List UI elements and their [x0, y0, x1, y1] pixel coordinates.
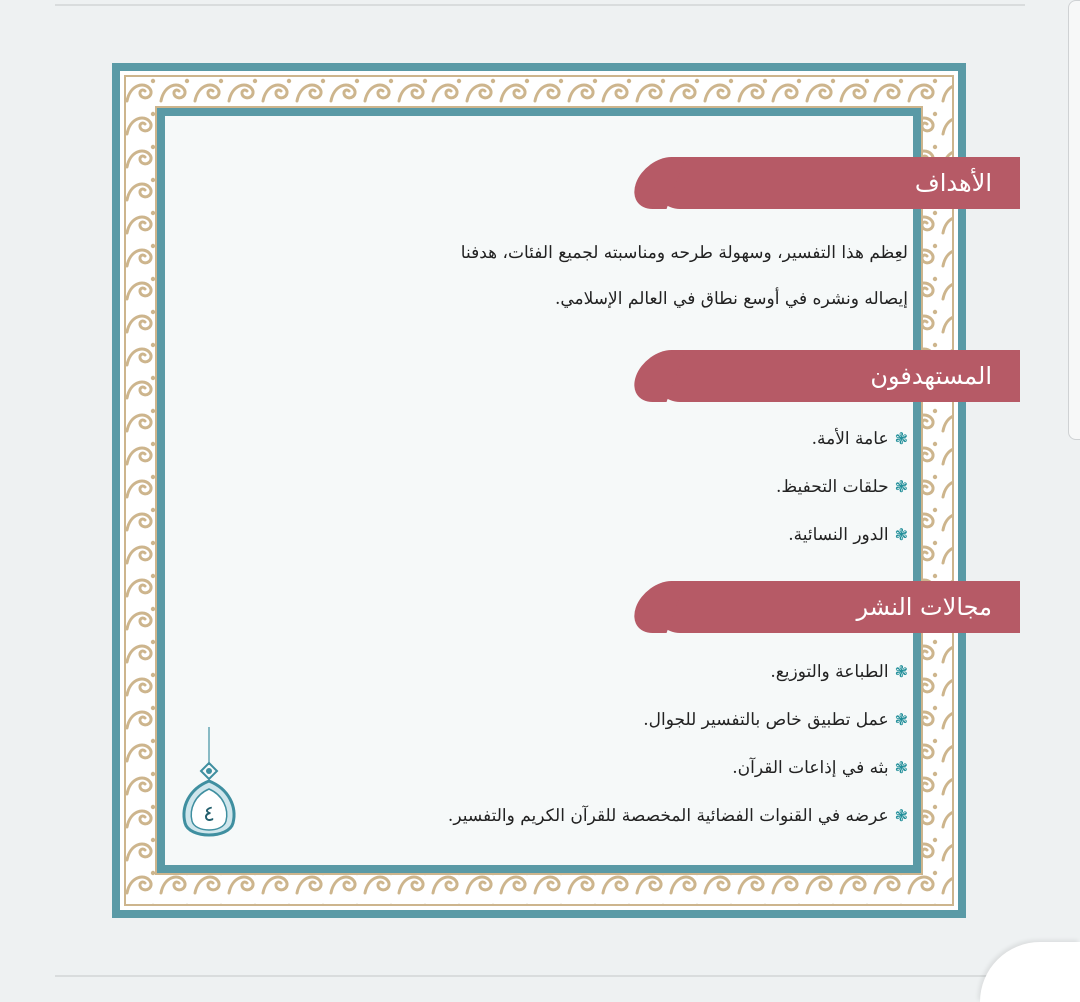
star-bullet-icon: ❃ [894, 525, 908, 544]
page-number-ornament-icon [177, 727, 241, 847]
publishing-list [288, 648, 908, 840]
page-number: ٤ [203, 802, 215, 827]
star-bullet-icon: ❃ [894, 806, 908, 825]
bottom-divider [55, 975, 1015, 977]
list-item: ❃ بثه في إذاعات القرآن. [288, 744, 908, 792]
list-item: ❃ الدور النسائية. [288, 511, 908, 559]
star-bullet-icon: ❃ [894, 758, 908, 777]
list-item: ❃ عرضه في القنوات الفضائية المخصصة للقرآن الكريم والتفسير. [288, 792, 908, 840]
section-heading-audience: المستهدفون [654, 350, 1020, 402]
star-bullet-icon: ❃ [894, 662, 908, 681]
list-item: ❃ عامة الأمة. [288, 415, 908, 463]
goals-line-2: إيصاله ونشره في أوسع نطاق في العالم الإسلامي. [554, 289, 908, 309]
side-panel-tab[interactable] [1068, 0, 1080, 440]
star-bullet-icon: ❃ [894, 710, 908, 729]
list-item: ❃ عمل تطبيق خاص بالتفسير للجوال. [288, 696, 908, 744]
goals-line-1: لعِظم هذا التفسير، وسهولة طرحه ومناسبته لجميع الفئات، هدفنا [460, 243, 908, 263]
list-item: ❃ الطباعة والتوزيع. [288, 648, 908, 696]
scroll-corner [980, 942, 1080, 1002]
audience-list [288, 415, 908, 559]
section-heading-goals: الأهداف [654, 157, 1020, 209]
star-bullet-icon: ❃ [894, 429, 908, 448]
goals-paragraph [348, 230, 908, 322]
list-item: ❃ حلقات التحفيظ. [288, 463, 908, 511]
star-bullet-icon: ❃ [894, 477, 908, 496]
section-heading-publishing: مجالات النشر [654, 581, 1020, 633]
top-divider [55, 4, 1025, 6]
